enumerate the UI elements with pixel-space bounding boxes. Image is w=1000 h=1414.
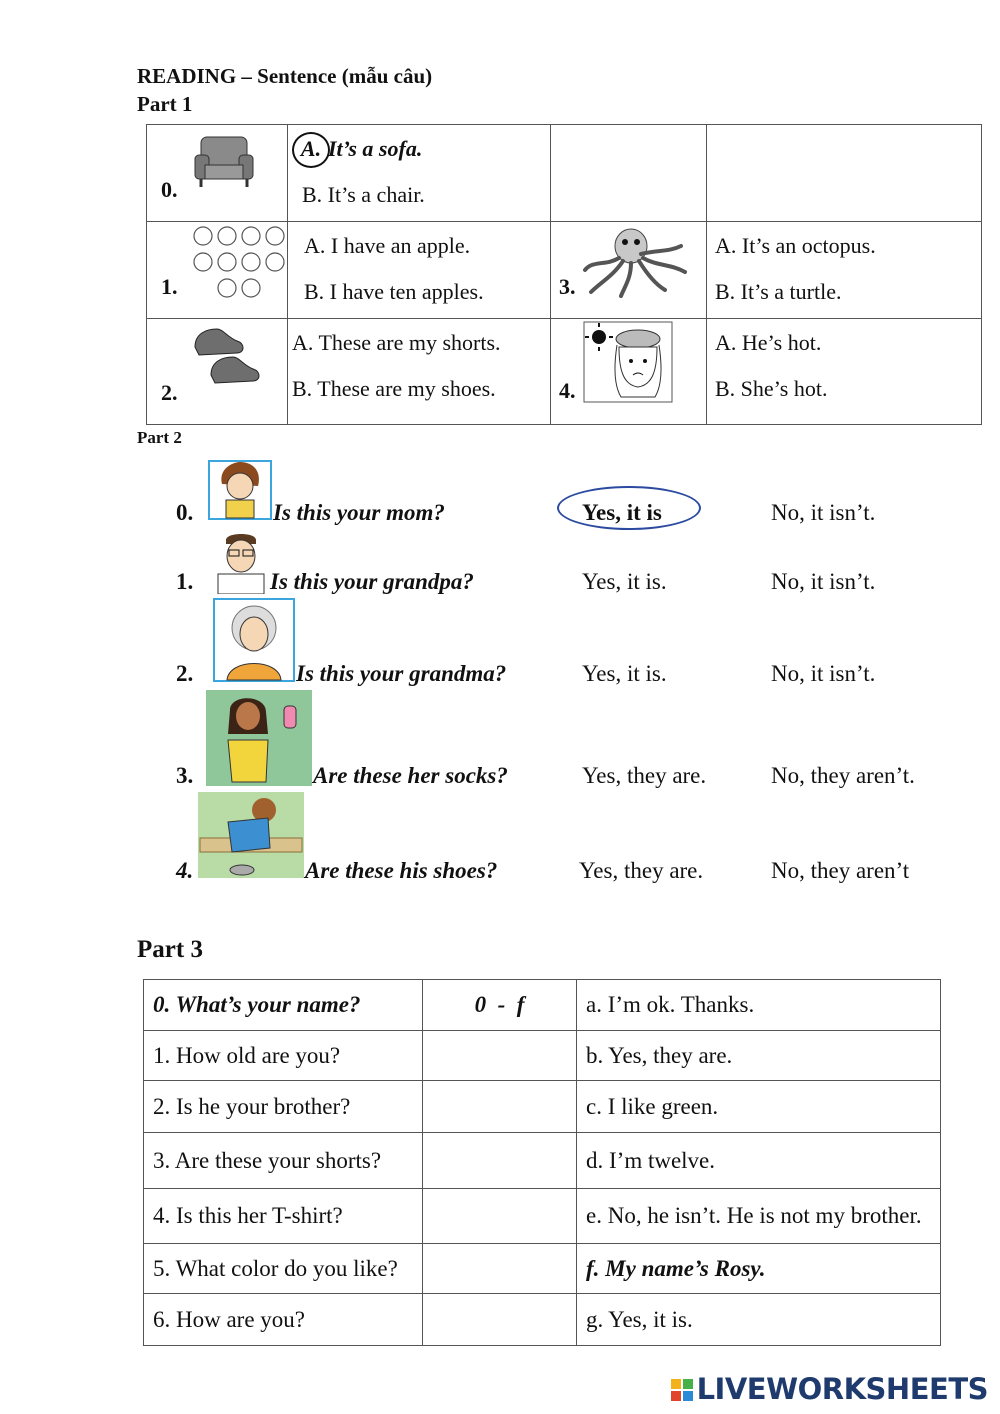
part2-title: Part 2 — [137, 428, 182, 447]
liveworksheets-logo[interactable] — [671, 1372, 988, 1406]
part2-question: Is this your mom? — [273, 500, 445, 525]
part1-option-a[interactable]: A. He’s hot. — [715, 330, 822, 355]
page-heading: READING – Sentence (mẫu câu) — [137, 64, 433, 88]
part2-num: 2. — [176, 661, 194, 686]
part3-option: b. Yes, they are. — [577, 1031, 941, 1081]
part2-question: Is this your grandpa? — [270, 569, 474, 594]
part2-num: 0. — [176, 500, 194, 525]
liveworksheets-logo-icon — [671, 1379, 693, 1401]
part2-yes-option[interactable]: Yes, it is. — [582, 661, 667, 686]
part1-option-a[interactable]: A. These are my shorts. — [292, 330, 501, 355]
part1-cell-1-image — [147, 222, 288, 319]
part3-answer-input[interactable] — [423, 1294, 577, 1346]
part1-option-a[interactable]: A. I have an apple. — [304, 233, 471, 258]
octopus-icon — [581, 226, 691, 298]
part2-yes-option[interactable]: Yes, it is. — [582, 569, 667, 594]
table-row — [144, 1081, 941, 1133]
part1-cell-0-image — [147, 125, 288, 222]
table-row — [144, 1133, 941, 1189]
part1-empty-cell — [707, 125, 982, 222]
part3-answer-input[interactable] — [423, 1244, 577, 1294]
part1-num: 4. — [559, 378, 576, 403]
part1-option-b[interactable]: B. I have ten apples. — [304, 279, 484, 304]
part1-num: 2. — [161, 380, 178, 405]
part2-no-option[interactable]: No, they aren’t. — [771, 763, 915, 788]
part1-empty-cell — [551, 125, 707, 222]
part1-cell-0-options — [288, 125, 551, 222]
part3-question: 0. What’s your name? — [144, 980, 423, 1031]
part3-option: e. No, he isn’t. He is not my brother. — [577, 1189, 941, 1244]
shoes-icon — [189, 323, 263, 393]
part3-answer-input[interactable] — [423, 1133, 577, 1189]
part1-num: 3. — [559, 274, 576, 299]
part1-cell-4-image — [551, 319, 707, 425]
part1-table — [146, 124, 982, 425]
table-row — [144, 1244, 941, 1294]
part1-cell-2-options — [288, 319, 551, 425]
part2-yes-option[interactable]: Yes, it is — [582, 500, 662, 525]
part2-no-option[interactable]: No, it isn’t. — [771, 500, 876, 525]
option-a-text: It’s a sofa. — [328, 136, 423, 161]
part3-answer-input[interactable]: 0 - f — [423, 980, 577, 1031]
part3-question: 4. Is this her T-shirt? — [144, 1189, 423, 1244]
part1-num: 0. — [161, 177, 178, 202]
part2-question: Is this your grandma? — [296, 661, 507, 686]
part1-cell-3-options — [707, 222, 982, 319]
part3-question: 3. Are these your shorts? — [144, 1133, 423, 1189]
table-row — [144, 980, 941, 1031]
part2-question: Are these his shoes? — [305, 858, 498, 883]
part3-question: 2. Is he your brother? — [144, 1081, 423, 1133]
part1-cell-4-options — [707, 319, 982, 425]
part2-row — [0, 569, 1000, 609]
apples-icon — [191, 224, 287, 300]
table-row — [144, 1031, 941, 1081]
part1-option-a[interactable] — [292, 125, 422, 173]
part1-option-b[interactable]: B. It’s a chair. — [302, 182, 425, 207]
part3-question: 5. What color do you like? — [144, 1244, 423, 1294]
hot-girl-icon — [583, 321, 673, 403]
part1-cell-3-image — [551, 222, 707, 319]
part3-question: 1. How old are you? — [144, 1031, 423, 1081]
part2-yes-option[interactable]: Yes, they are. — [579, 858, 704, 883]
part3-option: a. I’m ok. Thanks. — [577, 980, 941, 1031]
part3-answer-input[interactable] — [423, 1081, 577, 1133]
part3-option: d. I’m twelve. — [577, 1133, 941, 1189]
part2-row — [0, 500, 1000, 540]
armchair-icon — [193, 133, 255, 191]
part2-row — [0, 858, 1000, 898]
part3-table — [143, 979, 941, 1346]
part2-row — [0, 763, 1000, 803]
part1-option-b[interactable]: B. She’s hot. — [715, 376, 828, 401]
part1-title: Part 1 — [137, 92, 193, 116]
part1-num: 1. — [161, 274, 178, 299]
part3-answer-input[interactable] — [423, 1189, 577, 1244]
part3-question: 6. How are you? — [144, 1294, 423, 1346]
part3-title: Part 3 — [137, 936, 203, 963]
part2-no-option[interactable]: No, they aren’t — [771, 858, 910, 883]
part2-no-option[interactable]: No, it isn’t. — [771, 661, 876, 686]
brand-text: LIVEWORKSHEETS — [696, 1372, 988, 1406]
part2-question: Are these her socks? — [313, 763, 508, 788]
part1-option-a[interactable]: A. It’s an octopus. — [715, 233, 876, 258]
part2-num: 3. — [176, 763, 194, 788]
table-row — [144, 1294, 941, 1346]
part3-option: f. My name’s Rosy. — [577, 1244, 941, 1294]
table-row — [144, 1189, 941, 1244]
part2-num: 1. — [176, 569, 194, 594]
part2-no-option[interactable]: No, it isn’t. — [771, 569, 876, 594]
part2-num: 4. — [176, 858, 194, 883]
part1-option-b[interactable]: B. These are my shoes. — [292, 376, 496, 401]
part2-yes-option[interactable]: Yes, they are. — [582, 763, 707, 788]
part3-option: c. I like green. — [577, 1081, 941, 1133]
part2-row — [0, 661, 1000, 701]
part3-option: g. Yes, it is. — [577, 1294, 941, 1346]
answer-circle: A. — [292, 132, 330, 168]
part1-cell-2-image — [147, 319, 288, 425]
part3-answer-input[interactable] — [423, 1031, 577, 1081]
part1-cell-1-options — [288, 222, 551, 319]
part1-option-b[interactable]: B. It’s a turtle. — [715, 279, 842, 304]
